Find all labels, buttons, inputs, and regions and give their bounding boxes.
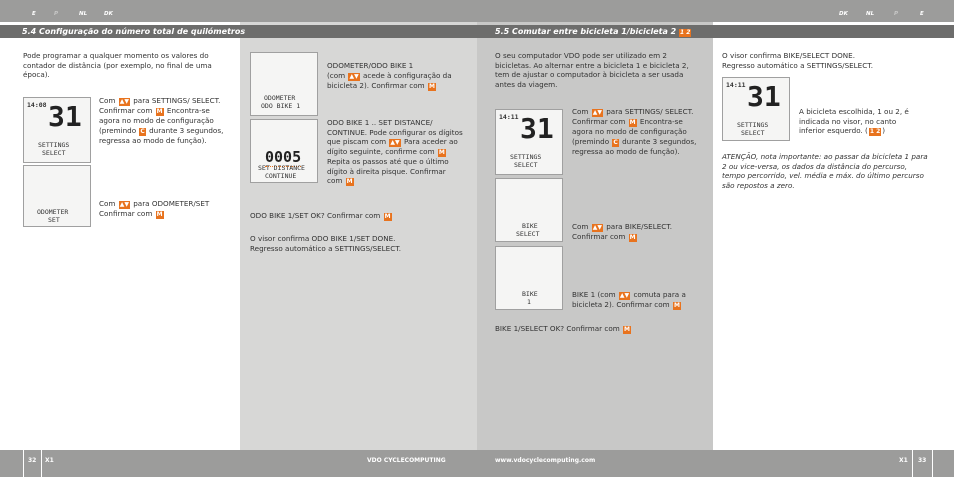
- updown-key-icon: ▲▼: [592, 109, 602, 116]
- lang-p: P: [894, 11, 899, 17]
- attention-note: ATENÇÃO, nota importante: ao passar da bicicleta 1 para 2 ou vice-versa, os dados da distância do percurso, tempo percorrido, vel. média e máx. do último percurso são repostos a zero.: [722, 152, 928, 190]
- lcd-settings-select-2: 14:11 31 SETTINGS SELECT: [722, 77, 790, 141]
- lang-nl: NL: [79, 11, 88, 17]
- lcd-odometer-set: ODOMETER SET: [23, 165, 91, 227]
- bike1-select-confirm: BIKE 1/SELECT OK? Confirmar com M: [495, 324, 631, 333]
- m-key-icon: M: [629, 119, 636, 126]
- bike-badge-icon: 1 2: [869, 128, 881, 136]
- intro-paragraph: O seu computador VDO pode ser utilizado em 2 bicicletas. Ao alternar entre a bicicleta 1 e bicicleta 2, tem de ajustar o computador à bicicleta a ser usada antes da viagem.: [495, 51, 689, 89]
- language-bar-right: [477, 0, 954, 22]
- footer-right: [477, 450, 954, 477]
- m-key-icon: M: [673, 302, 680, 309]
- footer-left: [0, 450, 477, 477]
- page-number: 33: [918, 457, 927, 464]
- lcd-settings-select: 14:08 31 SETTINGS SELECT: [23, 97, 91, 163]
- m-key-icon: M: [156, 108, 163, 115]
- intro-paragraph: Pode programar a qualquer momento os valores do contador de distância (por exemplo, no final de uma época).: [23, 51, 212, 80]
- m-key-icon: M: [624, 326, 631, 333]
- lang-e: E: [32, 11, 36, 17]
- brand-label: VDO CYCLECOMPUTING: [367, 457, 446, 464]
- step-odo-bike1: ODOMETER/ODO BIKE 1 (com ▲▼ acede à configuração da bicicleta 2). Confirmar com M: [327, 61, 452, 90]
- m-key-icon: M: [384, 213, 391, 220]
- model-label: X1: [45, 457, 54, 464]
- website-url[interactable]: www.vdocyclecomputing.com: [495, 457, 596, 464]
- step-set-distance: ODO BIKE 1 .. SET DISTANCE/ CONTINUE. Pode configurar os dígitos que piscam com ▲▼ Para aceder ao dígito seguinte, confirme com M Repita os passos até que o último dígito à direita pisque. Confirmar com M: [327, 118, 463, 186]
- updown-key-icon: ▲▼: [119, 98, 129, 105]
- bike-select-done: O visor confirma BIKE/SELECT DONE. Regresso automático a SETTINGS/SELECT.: [722, 51, 874, 70]
- section-title-5-5: 5.5 Comutar entre bicicleta 1/bicicleta 2 1 2: [477, 25, 954, 38]
- lcd-bike-select: BIKE SELECT: [495, 178, 563, 242]
- updown-key-icon: ▲▼: [592, 224, 602, 231]
- lcd-odo-bike1: ODOMETER ODO BIKE 1: [250, 52, 318, 116]
- m-key-icon: M: [156, 211, 163, 218]
- m-key-icon: M: [438, 149, 445, 157]
- odo-bike1-confirm: ODO BIKE 1/SET OK? Confirmar com M: [250, 211, 391, 220]
- lcd-bike-1: BIKE 1: [495, 246, 563, 310]
- section-title-5-4: 5.4 Configuração do número total de quilómetros: [0, 25, 477, 38]
- c-key-icon: C: [140, 127, 145, 135]
- updown-key-icon: ▲▼: [349, 72, 359, 80]
- right-page: [477, 0, 954, 477]
- lang-dk: DK: [839, 11, 848, 17]
- lang-dk: DK: [104, 11, 113, 17]
- m-key-icon: M: [629, 234, 636, 241]
- step-bike-1: BIKE 1 (com ▲▼ comuta para a bicicleta 2). Confirmar com M: [572, 290, 686, 309]
- step-bike-select: Com ▲▼ para BIKE/SELECT. Confirmar com M: [572, 222, 673, 241]
- lang-p: P: [54, 11, 59, 17]
- m-key-icon: M: [346, 178, 353, 186]
- bike-indicator-info: A bicicleta escolhida, 1 ou 2, é indicada no visor, no canto inferior esquerdo. ( 1 2 ): [799, 107, 909, 136]
- bike-badge-icon: 1 2: [680, 29, 691, 36]
- odo-bike1-done: O visor confirma ODO BIKE 1/SET DONE. Regresso automático a SETTINGS/SELECT.: [250, 234, 402, 253]
- updown-key-icon: ▲▼: [619, 292, 630, 299]
- page-number: 32: [28, 457, 37, 464]
- c-key-icon: C: [613, 138, 618, 146]
- step-odometer-set: Com ▲▼ para ODOMETER/SET Confirmar com M: [99, 199, 210, 218]
- lang-nl: NL: [866, 11, 875, 17]
- updown-key-icon: ▲▼: [119, 201, 129, 208]
- language-bar-left: [0, 0, 477, 22]
- lcd-set-distance: 0005 SET DISTANCE CONTINUE: [250, 119, 318, 183]
- lcd-settings-select: 14:11 31 SETTINGS SELECT: [495, 109, 563, 175]
- m-key-icon: M: [428, 82, 435, 90]
- step-settings-select: Com ▲▼ para SETTINGS/ SELECT. Confirmar com M Encontra-se agora no modo de configuração (premindo C durante 3 segundos, regressa ao modo de função).: [99, 96, 224, 145]
- step-settings-select: Com ▲▼ para SETTINGS/ SELECT. Confirmar com M Encontra-se agora no modo de configuração (premindo C durante 3 segundos, regressa ao modo de função).: [572, 107, 697, 156]
- updown-key-icon: ▲▼: [390, 139, 400, 147]
- column-white-right: [713, 0, 954, 477]
- model-label: X1: [899, 457, 908, 464]
- lang-e: E: [920, 11, 924, 17]
